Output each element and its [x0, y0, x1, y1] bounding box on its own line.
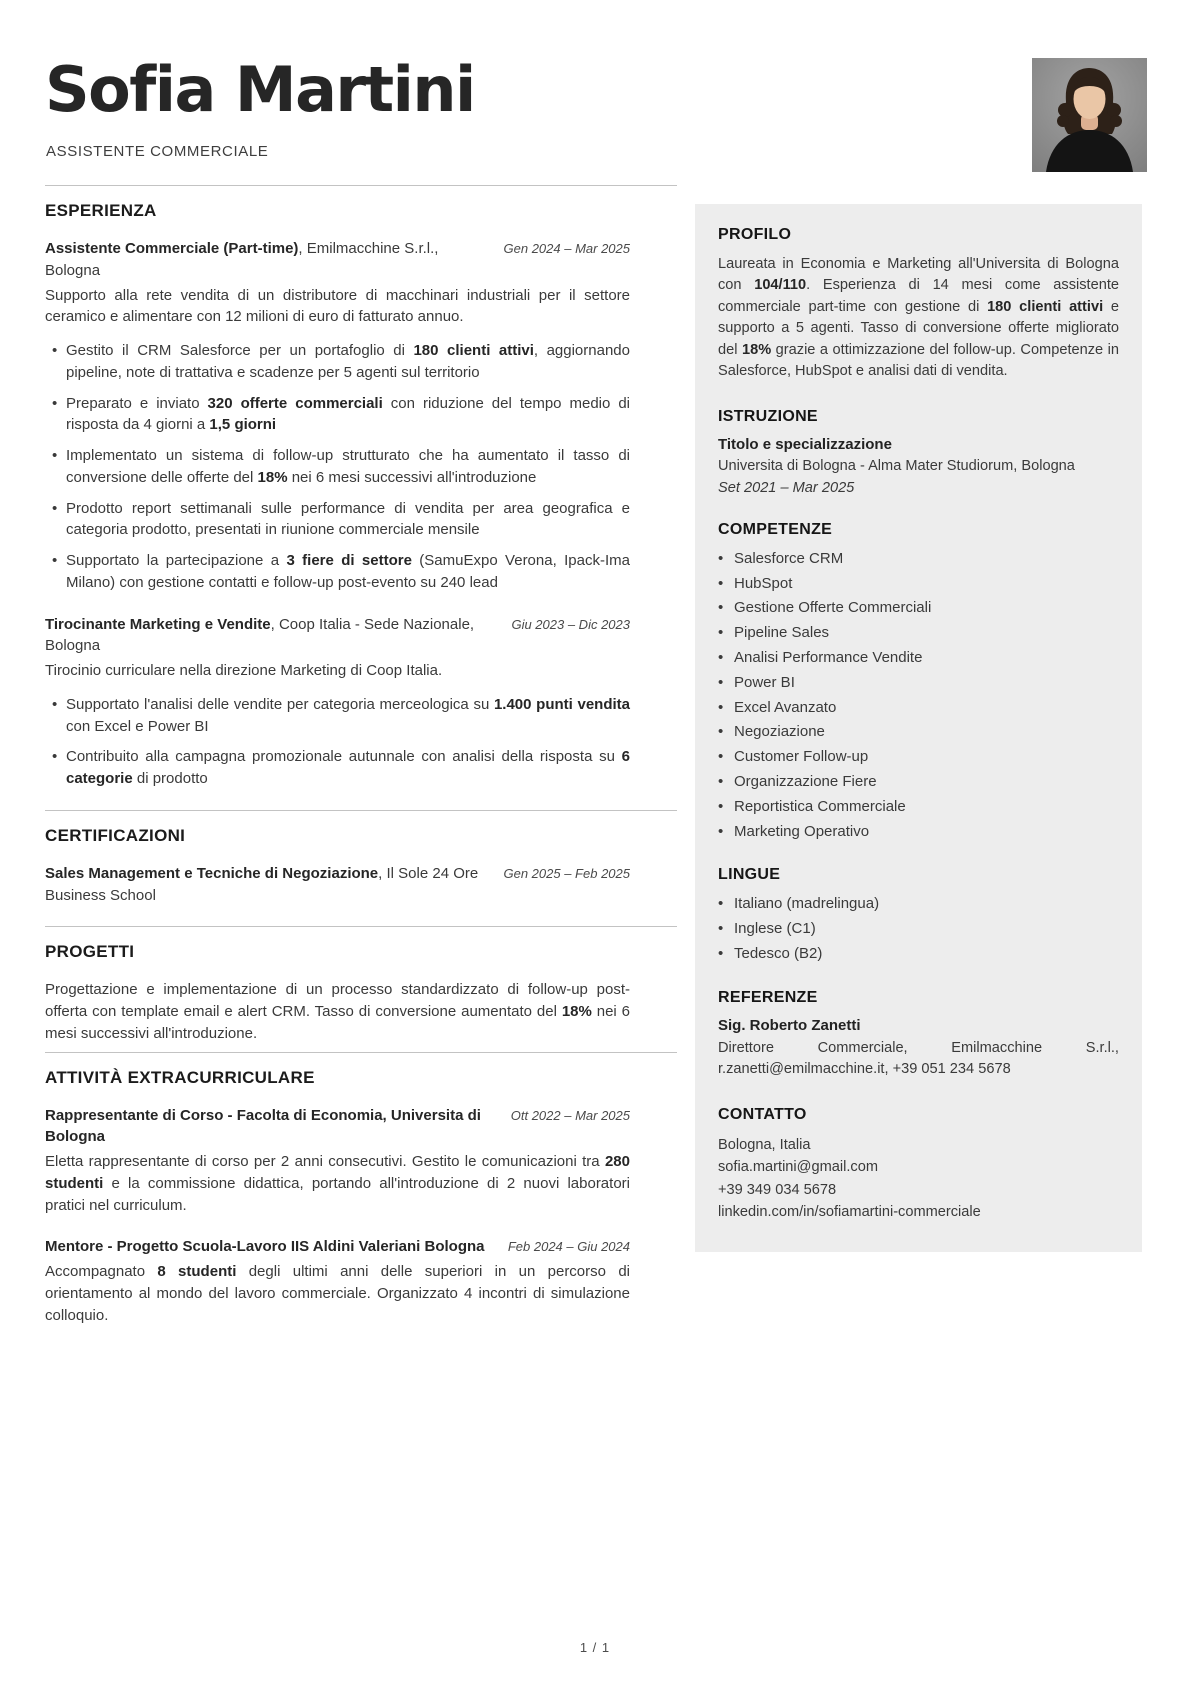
person-role: ASSISTENTE COMMERCIALE: [46, 143, 269, 160]
reference-name: Sig. Roberto Zanetti: [718, 1016, 861, 1034]
profile-text: Laureata in Economia e Marketing all'Universita di Bologna con 104/110. Esperienza di 14 mesi come assistente commerciale part-time con gestione di 180 clienti attivi e supporto a 5 agenti. Tasso di conversione offerte migliorato del 18% grazie a ottimizzazione del follow-up. Competenze in Salesforce, HubSpot e analisi dati di vendita.: [718, 256, 1119, 380]
experience-item: [45, 614, 630, 790]
main-column: [45, 185, 630, 1346]
education-period: Set 2021 – Mar 2025: [718, 479, 855, 496]
experience-item: [45, 238, 630, 594]
sidebar-section-competenze: [718, 521, 1119, 842]
job-bullet-list: [45, 340, 630, 594]
contact-linkedin: linkedin.com/in/sofiamartini-commerciale: [718, 1204, 981, 1221]
skill-item: • Power BI: [718, 673, 1119, 693]
job-summary: Tirocinio curriculare nella direzione Marketing di Coop Italia.: [45, 662, 443, 679]
section-title-attivita: ATTIVITÀ EXTRACURRICULARE: [45, 1067, 315, 1087]
skill-item: • Reportistica Commerciale: [718, 797, 1119, 817]
section-title-certificazioni: CERTIFICAZIONI: [45, 825, 186, 845]
divider: [45, 185, 677, 186]
divider: [45, 810, 677, 811]
bullet-point: • Supportato la partecipazione a 3 fiere di settore (SamuExpo Verona, Ipack-Ima Milano) con gestione contatti e follow-up post-evento su 240 lead: [45, 550, 630, 594]
skill-item: • Negoziazione: [718, 722, 1119, 742]
section-esperienza: [45, 185, 630, 790]
certification-date: Gen 2025 – Feb 2025: [503, 865, 630, 881]
skill-item: • Organizzazione Fiere: [718, 772, 1119, 792]
sidebar: [695, 204, 1142, 1252]
content-columns: [45, 185, 1145, 1346]
sidebar-section-lingue: [718, 866, 1119, 963]
skill-item: • Marketing Operativo: [718, 822, 1119, 842]
language-item: • Italiano (madrelingua): [718, 894, 1119, 914]
section-attivita: [45, 1052, 630, 1327]
section-title-esperienza: ESPERIENZA: [45, 201, 157, 220]
section-certificazioni: [45, 810, 630, 907]
skills-list: [718, 549, 1119, 842]
sidebar-title-contatto: CONTATTO: [718, 1105, 807, 1123]
contact-phone: +39 349 034 5678: [718, 1181, 837, 1198]
section-progetti: [45, 926, 630, 1044]
language-item: • Inglese (C1): [718, 919, 1119, 939]
skill-item: • Customer Follow-up: [718, 747, 1119, 767]
activity-description: Accompagnato 8 studenti degli ultimi anni delle superiori in un percorso di orientamento al mondo del lavoro commerciale. Organizzato 4 incontri di simulazione colloquio.: [45, 1263, 630, 1324]
project-description: Progettazione e implementazione di un processo standardizzato di follow-up post-offerta con template email e alert CRM. Tasso di conversione aumentato del 18% nei 6 mesi successivi all'introduzione.: [45, 981, 630, 1042]
activity-description: Eletta rappresentante di corso per 2 anni consecutivi. Gestito le comunicazioni tra 280 studenti e la commissione didattica, portando all'introduzione di 2 nuovi laboratori pratici nel curriculum.: [45, 1153, 630, 1214]
bullet-point: • Implementato un sistema di follow-up strutturato che ha aumentato il tasso di conversione delle offerte del 18% nei 6 mesi successivi all'introduzione: [45, 445, 630, 489]
sidebar-section-profilo: [718, 226, 1119, 383]
profile-photo: [1032, 58, 1147, 172]
activity-item: [45, 1105, 630, 1217]
bullet-point: • Prodotto report settimanali sulle performance di vendita per area geografica e categoria prodotto, presentati in riunione commerciale mensile: [45, 498, 630, 542]
activity-date: Ott 2022 – Mar 2025: [510, 1107, 630, 1123]
language-item: • Tedesco (B2): [718, 944, 1119, 964]
certification-title: Sales Management e Tecniche di Negoziazione, Il Sole 24 Ore Business School: [45, 864, 479, 904]
activity-date: Feb 2024 – Giu 2024: [507, 1239, 630, 1255]
languages-list: [718, 894, 1119, 963]
skill-item: • HubSpot: [718, 574, 1119, 594]
skill-item: • Excel Avanzato: [718, 698, 1119, 718]
contact-location: Bologna, Italia: [718, 1136, 811, 1153]
sidebar-title-profilo: PROFILO: [718, 226, 792, 243]
bullet-point: • Preparato e inviato 320 offerte commerciali con riduzione del tempo medio di risposta da 4 giorni a 1,5 giorni: [45, 393, 630, 437]
contact-email: sofia.martini@gmail.com: [718, 1159, 878, 1176]
skill-item: • Pipeline Sales: [718, 623, 1119, 643]
job-title: Assistente Commerciale (Part-time), Emilmacchine S.r.l., Bologna: [45, 240, 439, 279]
job-bullet-list: [45, 694, 630, 790]
sidebar-title-referenze: REFERENZE: [718, 988, 818, 1006]
sidebar-title-lingue: LINGUE: [718, 866, 781, 884]
divider: [45, 1052, 677, 1053]
certification-item: [45, 863, 630, 907]
page-number: 1 / 1: [579, 1640, 611, 1655]
activity-header: [45, 1236, 630, 1258]
job-title: Tirocinante Marketing e Vendite, Coop Italia - Sede Nazionale, Bologna: [45, 615, 475, 655]
activity-header: [45, 1105, 630, 1149]
section-title-progetti: PROGETTI: [45, 942, 135, 962]
certification-header: [45, 863, 630, 907]
job-summary: Supporto alla rete vendita di un distributore di macchinari industriali per il settore ceramico e alimentare con 12 milioni di euro di fatturato annuo.: [45, 286, 630, 326]
sidebar-section-contatto: [718, 1106, 1119, 1224]
sidebar-section-istruzione: [718, 408, 1119, 496]
skill-item: • Salesforce CRM: [718, 549, 1119, 569]
education-school: Universita di Bologna - Alma Mater Studiorum, Bologna: [718, 457, 1075, 474]
bullet-point: • Gestito il CRM Salesforce per un portafoglio di 180 clienti attivi, aggiornando pipeline, note di trattativa e scadenze per 5 agenti sul territorio: [45, 340, 630, 384]
bullet-point: • Supportato l'analisi delle vendite per categoria merceologica su 1.400 punti vendita con Excel e Power BI: [45, 694, 630, 738]
activity-item: [45, 1236, 630, 1326]
person-name: Sofia Martini: [45, 53, 475, 126]
job-date: Gen 2024 – Mar 2025: [503, 241, 630, 256]
sidebar-title-competenze: COMPETENZE: [718, 520, 833, 538]
activity-title: Rappresentante di Corso - Facolta di Economia, Universita di Bologna: [45, 1106, 481, 1146]
bullet-point: • Contribuito alla campagna promozionale autunnale con analisi della risposta su 6 categorie di prodotto: [45, 746, 630, 790]
activity-title: Mentore - Progetto Scuola-Lavoro IIS Aldini Valeriani Bologna: [45, 1238, 485, 1256]
sidebar-title-istruzione: ISTRUZIONE: [718, 407, 818, 425]
skill-item: • Gestione Offerte Commerciali: [718, 598, 1119, 618]
sidebar-section-referenze: [718, 989, 1119, 1081]
job-date: Giu 2023 – Dic 2023: [511, 616, 630, 632]
education-degree: Titolo e specializzazione: [718, 435, 892, 453]
reference-details: Direttore Commerciale, Emilmacchine S.r.l., r.zanetti@emilmacchine.it, +39 051 234 5678: [718, 1039, 1119, 1078]
experience-header: [45, 614, 630, 658]
skill-item: • Analisi Performance Vendite: [718, 648, 1119, 668]
portrait-image: [1032, 58, 1147, 172]
divider: [45, 926, 677, 927]
experience-header: [45, 238, 630, 282]
